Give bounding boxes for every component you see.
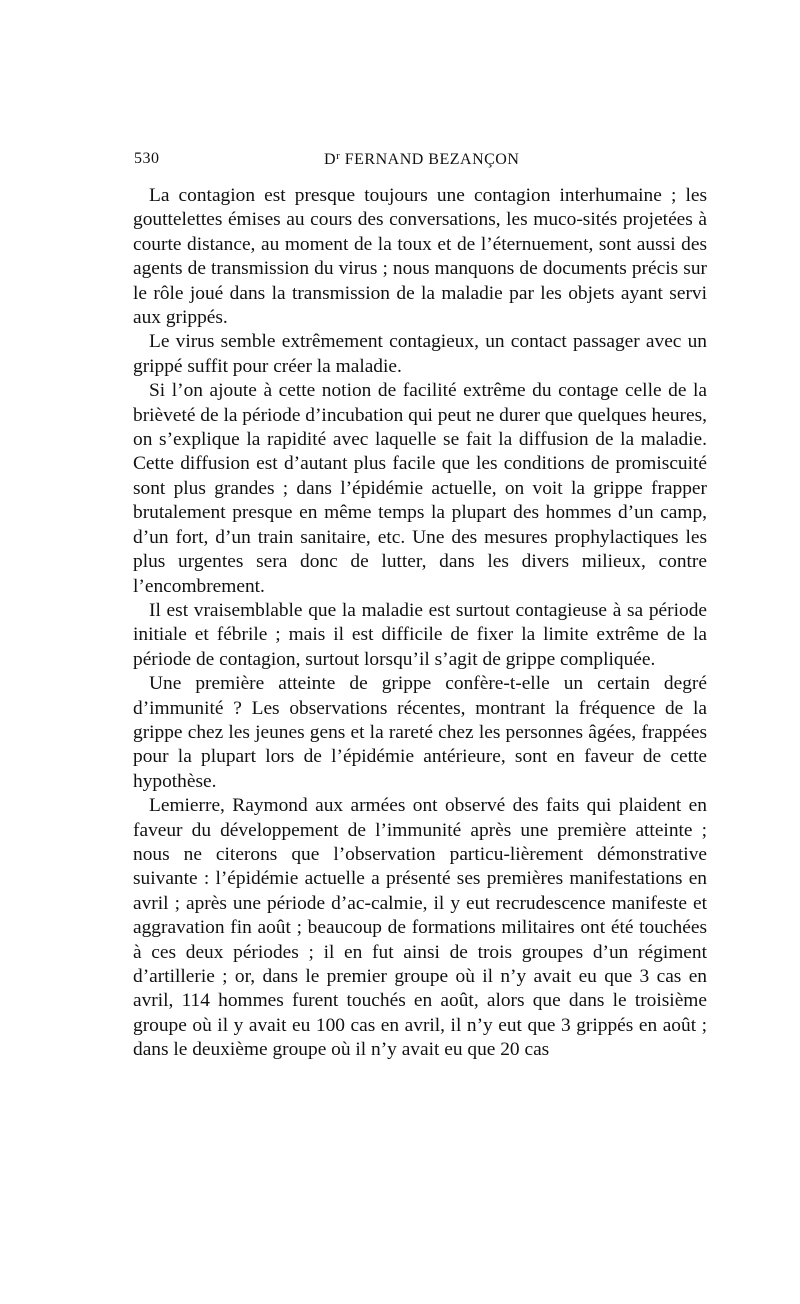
page-number: 530 — [134, 150, 160, 167]
page-header — [134, 150, 706, 176]
paragraph-immunity-question: Une première atteinte de grippe confère-t-elle un certain degré d’immunité ? Les observations récentes, montrant la fréquence de la grippe chez les jeunes gens et la rareté chez les personnes âgées, frappées pour la plupart lors de l’épidémie antérieure, sont en faveur de cette hypothèse. — [133, 673, 707, 792]
author-name: FERNAND BEZANÇON — [344, 151, 520, 168]
running-title — [324, 150, 519, 169]
paragraph-incubation: Si l’on ajoute à cette notion de facilité extrême du contage celle de la brièveté de la période d’incubation qui peut ne durer que quelques heures, on s’explique la rapidité avec laquelle se fait la diffusion de la maladie. Cette diffusion est d’autant plus facile que les conditions de promiscuité sont plus grandes ; dans l’épidémie actuelle, on voit la grippe frapper brutalement presque en même temps la plupart des hommes d’un camp, d’un fort, d’un train sanitaire, etc. Une des mesures prophylactiques les plus urgentes sera donc de lutter, dans les divers milieux, contre l’encombrement. — [133, 380, 707, 597]
paragraph-initial-period: Il est vraisemblable que la maladie est surtout contagieuse à sa période initiale et fébrile ; mais il est difficile de fixer la limite extrême de la période de contagion, surtout lorsqu’il s’agit de grippe compliquée. — [133, 599, 707, 670]
paragraph-observation: Lemierre, Raymond aux armées ont observé des faits qui plaident en faveur du développement de l’immunité après une première atteinte ; nous ne citerons que l’observation particu-lièrement démonstrative suivante : l’épidémie actuelle a présenté ses premières manifestations en avril ; après une période d’ac-calmie, il y eut recrudescence manifeste et aggravation fin août ; beaucoup de formations militaires ont été touchées à ces deux périodes ; il en fut ainsi de trois groupes d’un régiment d’artillerie ; or, dans le premier groupe où il n’y avait eu que 3 cas en avril, 114 hommes furent touchés en août, alors que dans le troisième groupe où il y avait eu 100 cas en avril, il n’y eut que 3 grippés en août ; dans le deuxième groupe où il n’y avait eu que 20 cas — [133, 795, 707, 1061]
paragraph-virus: Le virus semble extrêmement contagieux, un contact passager avec un grippé suffit pour créer la maladie. — [133, 331, 707, 377]
author-prefix: D — [324, 151, 337, 168]
body-text — [133, 184, 707, 1063]
paragraph-contagion: La contagion est presque toujours une contagion interhumaine ; les gouttelettes émises au cours des conversations, les muco-sités projetées à courte distance, au moment de la toux et de l’éternuement, sont aussi des agents de transmission du virus ; nous manquons de documents précis sur le rôle joué dans la transmission de la maladie par les objets ayant servi aux grippés. — [133, 185, 707, 329]
author-prefix-sup: r — [336, 150, 341, 162]
